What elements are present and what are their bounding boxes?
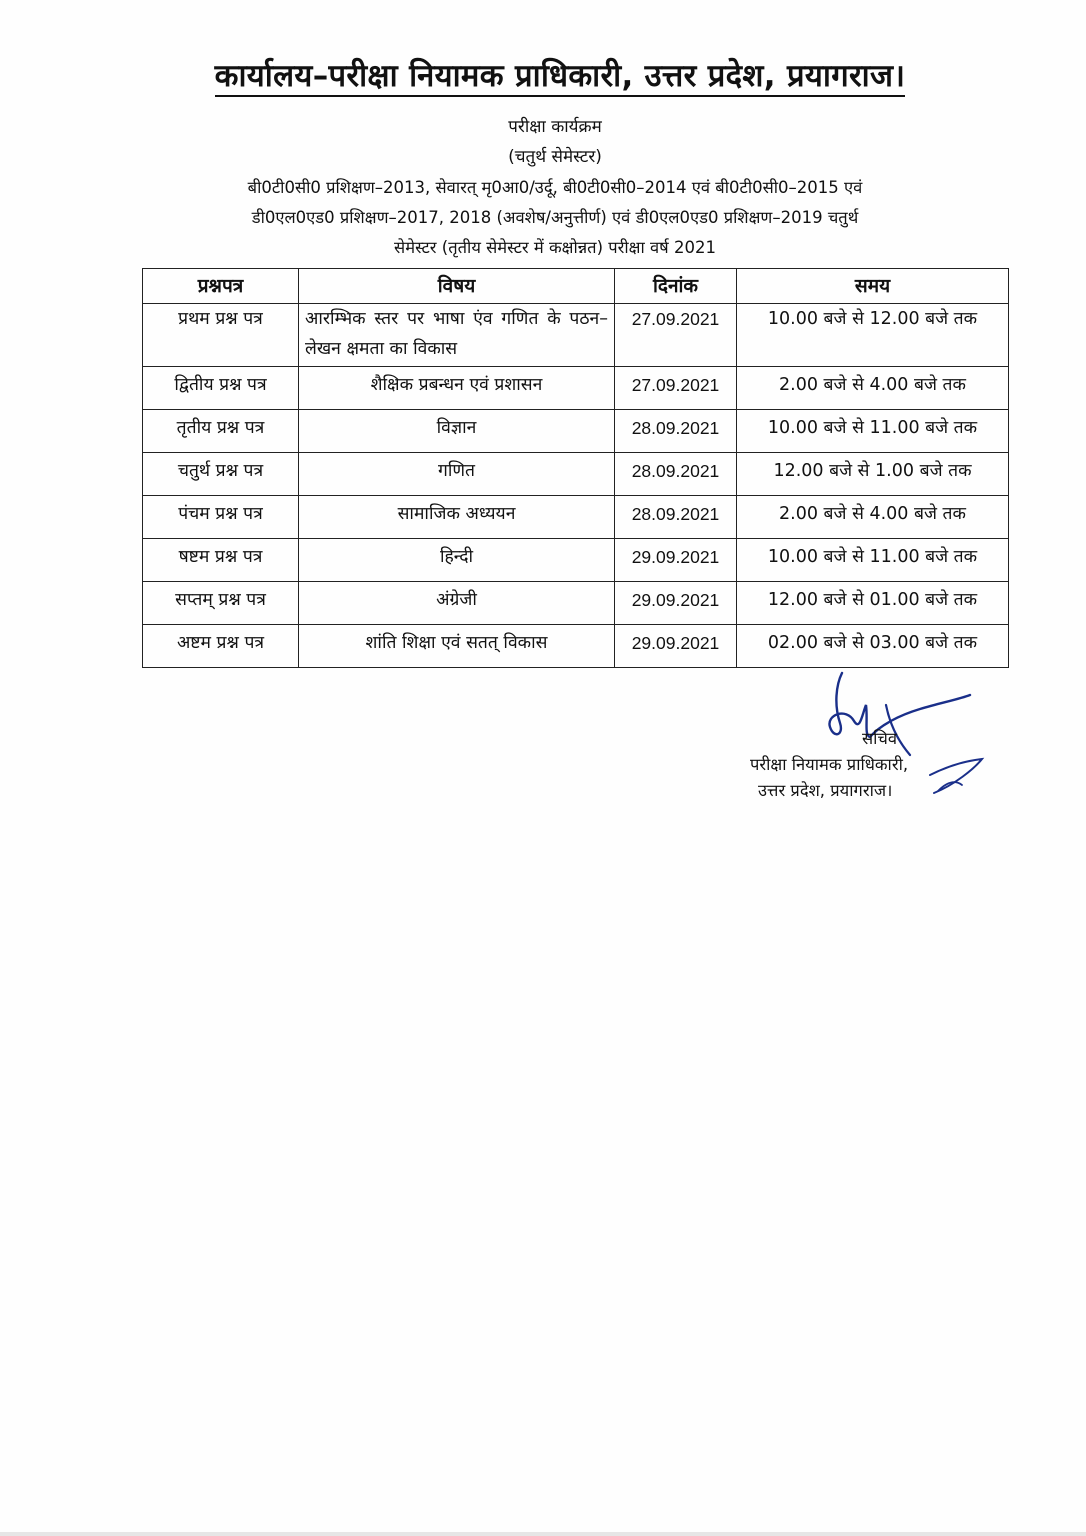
cell-date: 28.09.2021 bbox=[615, 453, 737, 496]
table-row bbox=[143, 410, 1009, 453]
cell-date: 27.09.2021 bbox=[615, 304, 737, 367]
cell-paper: तृतीय प्रश्न पत्र bbox=[143, 410, 299, 453]
scan-edge bbox=[0, 1532, 1086, 1536]
cell-subject: विज्ञान bbox=[299, 410, 615, 453]
cell-date: 29.09.2021 bbox=[615, 625, 737, 668]
cell-paper: अष्टम प्रश्न पत्र bbox=[143, 625, 299, 668]
description-line-3: सेमेस्टर (तृतीय सेमेस्टर में कक्षोन्नत) परीक्षा वर्ष 2021 bbox=[394, 238, 716, 257]
office-title bbox=[160, 54, 960, 98]
exam-schedule-table bbox=[142, 268, 1009, 668]
cell-subject: शैक्षिक प्रबन्धन एवं प्रशासन bbox=[299, 367, 615, 410]
cell-time: 10.00 बजे से 11.00 बजे तक bbox=[737, 539, 1009, 582]
cell-time: 02.00 बजे से 03.00 बजे तक bbox=[737, 625, 1009, 668]
cell-time: 2.00 बजे से 4.00 बजे तक bbox=[737, 367, 1009, 410]
table-row bbox=[143, 539, 1009, 582]
description-line-1: बी0टी0सी0 प्रशिक्षण–2013, सेवारत् मृ0आ0/उर्दू, बी0टी0सी0–2014 एवं बी0टी0सी0–2015 एवं bbox=[247, 178, 863, 197]
cell-subject: सामाजिक अध्ययन bbox=[299, 496, 615, 539]
cell-time: 12.00 बजे से 01.00 बजे तक bbox=[737, 582, 1009, 625]
cell-subject: शांति शिक्षा एवं सतत् विकास bbox=[299, 625, 615, 668]
header-time: समय bbox=[737, 269, 1009, 304]
description-line-2: डी0एल0एड0 प्रशिक्षण–2017, 2018 (अवशेष/अनुत्तीर्ण) एवं डी0एल0एड0 प्रशिक्षण–2019 चतुर्थ bbox=[251, 208, 859, 227]
cell-subject: आरम्भिक स्तर पर भाषा एंव गणित के पठन–लेखन क्षमता का विकास bbox=[299, 304, 615, 367]
table-row bbox=[143, 453, 1009, 496]
cell-subject: गणित bbox=[299, 453, 615, 496]
signatory-location: उत्तर प्रदेश, प्रयागराज। bbox=[758, 781, 893, 800]
signature-block bbox=[750, 665, 1010, 815]
cell-date: 29.09.2021 bbox=[615, 582, 737, 625]
cell-paper: पंचम प्रश्न पत्र bbox=[143, 496, 299, 539]
signatory-authority: परीक्षा नियामक प्राधिकारी, bbox=[750, 755, 909, 774]
signatory-designation: सचिव bbox=[862, 729, 898, 748]
cell-paper: चतुर्थ प्रश्न पत्र bbox=[143, 453, 299, 496]
cell-paper: षष्टम प्रश्न पत्र bbox=[143, 539, 299, 582]
cell-time: 10.00 बजे से 11.00 बजे तक bbox=[737, 410, 1009, 453]
cell-time: 2.00 बजे से 4.00 बजे तक bbox=[737, 496, 1009, 539]
table-row bbox=[143, 367, 1009, 410]
cell-subject: हिन्दी bbox=[299, 539, 615, 582]
cell-paper: द्वितीय प्रश्न पत्र bbox=[143, 367, 299, 410]
program-title: परीक्षा कार्यक्रम bbox=[508, 117, 602, 137]
header-date: दिनांक bbox=[615, 269, 737, 304]
semester-label: (चतुर्थ सेमेस्टर) bbox=[508, 147, 602, 167]
cell-subject: अंग्रेजी bbox=[299, 582, 615, 625]
cell-paper: सप्तम् प्रश्न पत्र bbox=[143, 582, 299, 625]
table-header-row bbox=[143, 269, 1009, 304]
table-row bbox=[143, 304, 1009, 367]
cell-date: 27.09.2021 bbox=[615, 367, 737, 410]
cell-date: 28.09.2021 bbox=[615, 496, 737, 539]
header-subject: विषय bbox=[299, 269, 615, 304]
table-row bbox=[143, 496, 1009, 539]
cell-paper: प्रथम प्रश्न पत्र bbox=[143, 304, 299, 367]
table-row bbox=[143, 582, 1009, 625]
cell-time: 10.00 बजे से 12.00 बजे तक bbox=[737, 304, 1009, 367]
cell-time: 12.00 बजे से 1.00 बजे तक bbox=[737, 453, 1009, 496]
cell-date: 28.09.2021 bbox=[615, 410, 737, 453]
office-title-text: कार्यालय–परीक्षा नियामक प्राधिकारी, उत्तर प्रदेश, प्रयागराज। bbox=[215, 58, 906, 97]
header-paper: प्रश्नपत्र bbox=[143, 269, 299, 304]
table-row bbox=[143, 625, 1009, 668]
cell-date: 29.09.2021 bbox=[615, 539, 737, 582]
